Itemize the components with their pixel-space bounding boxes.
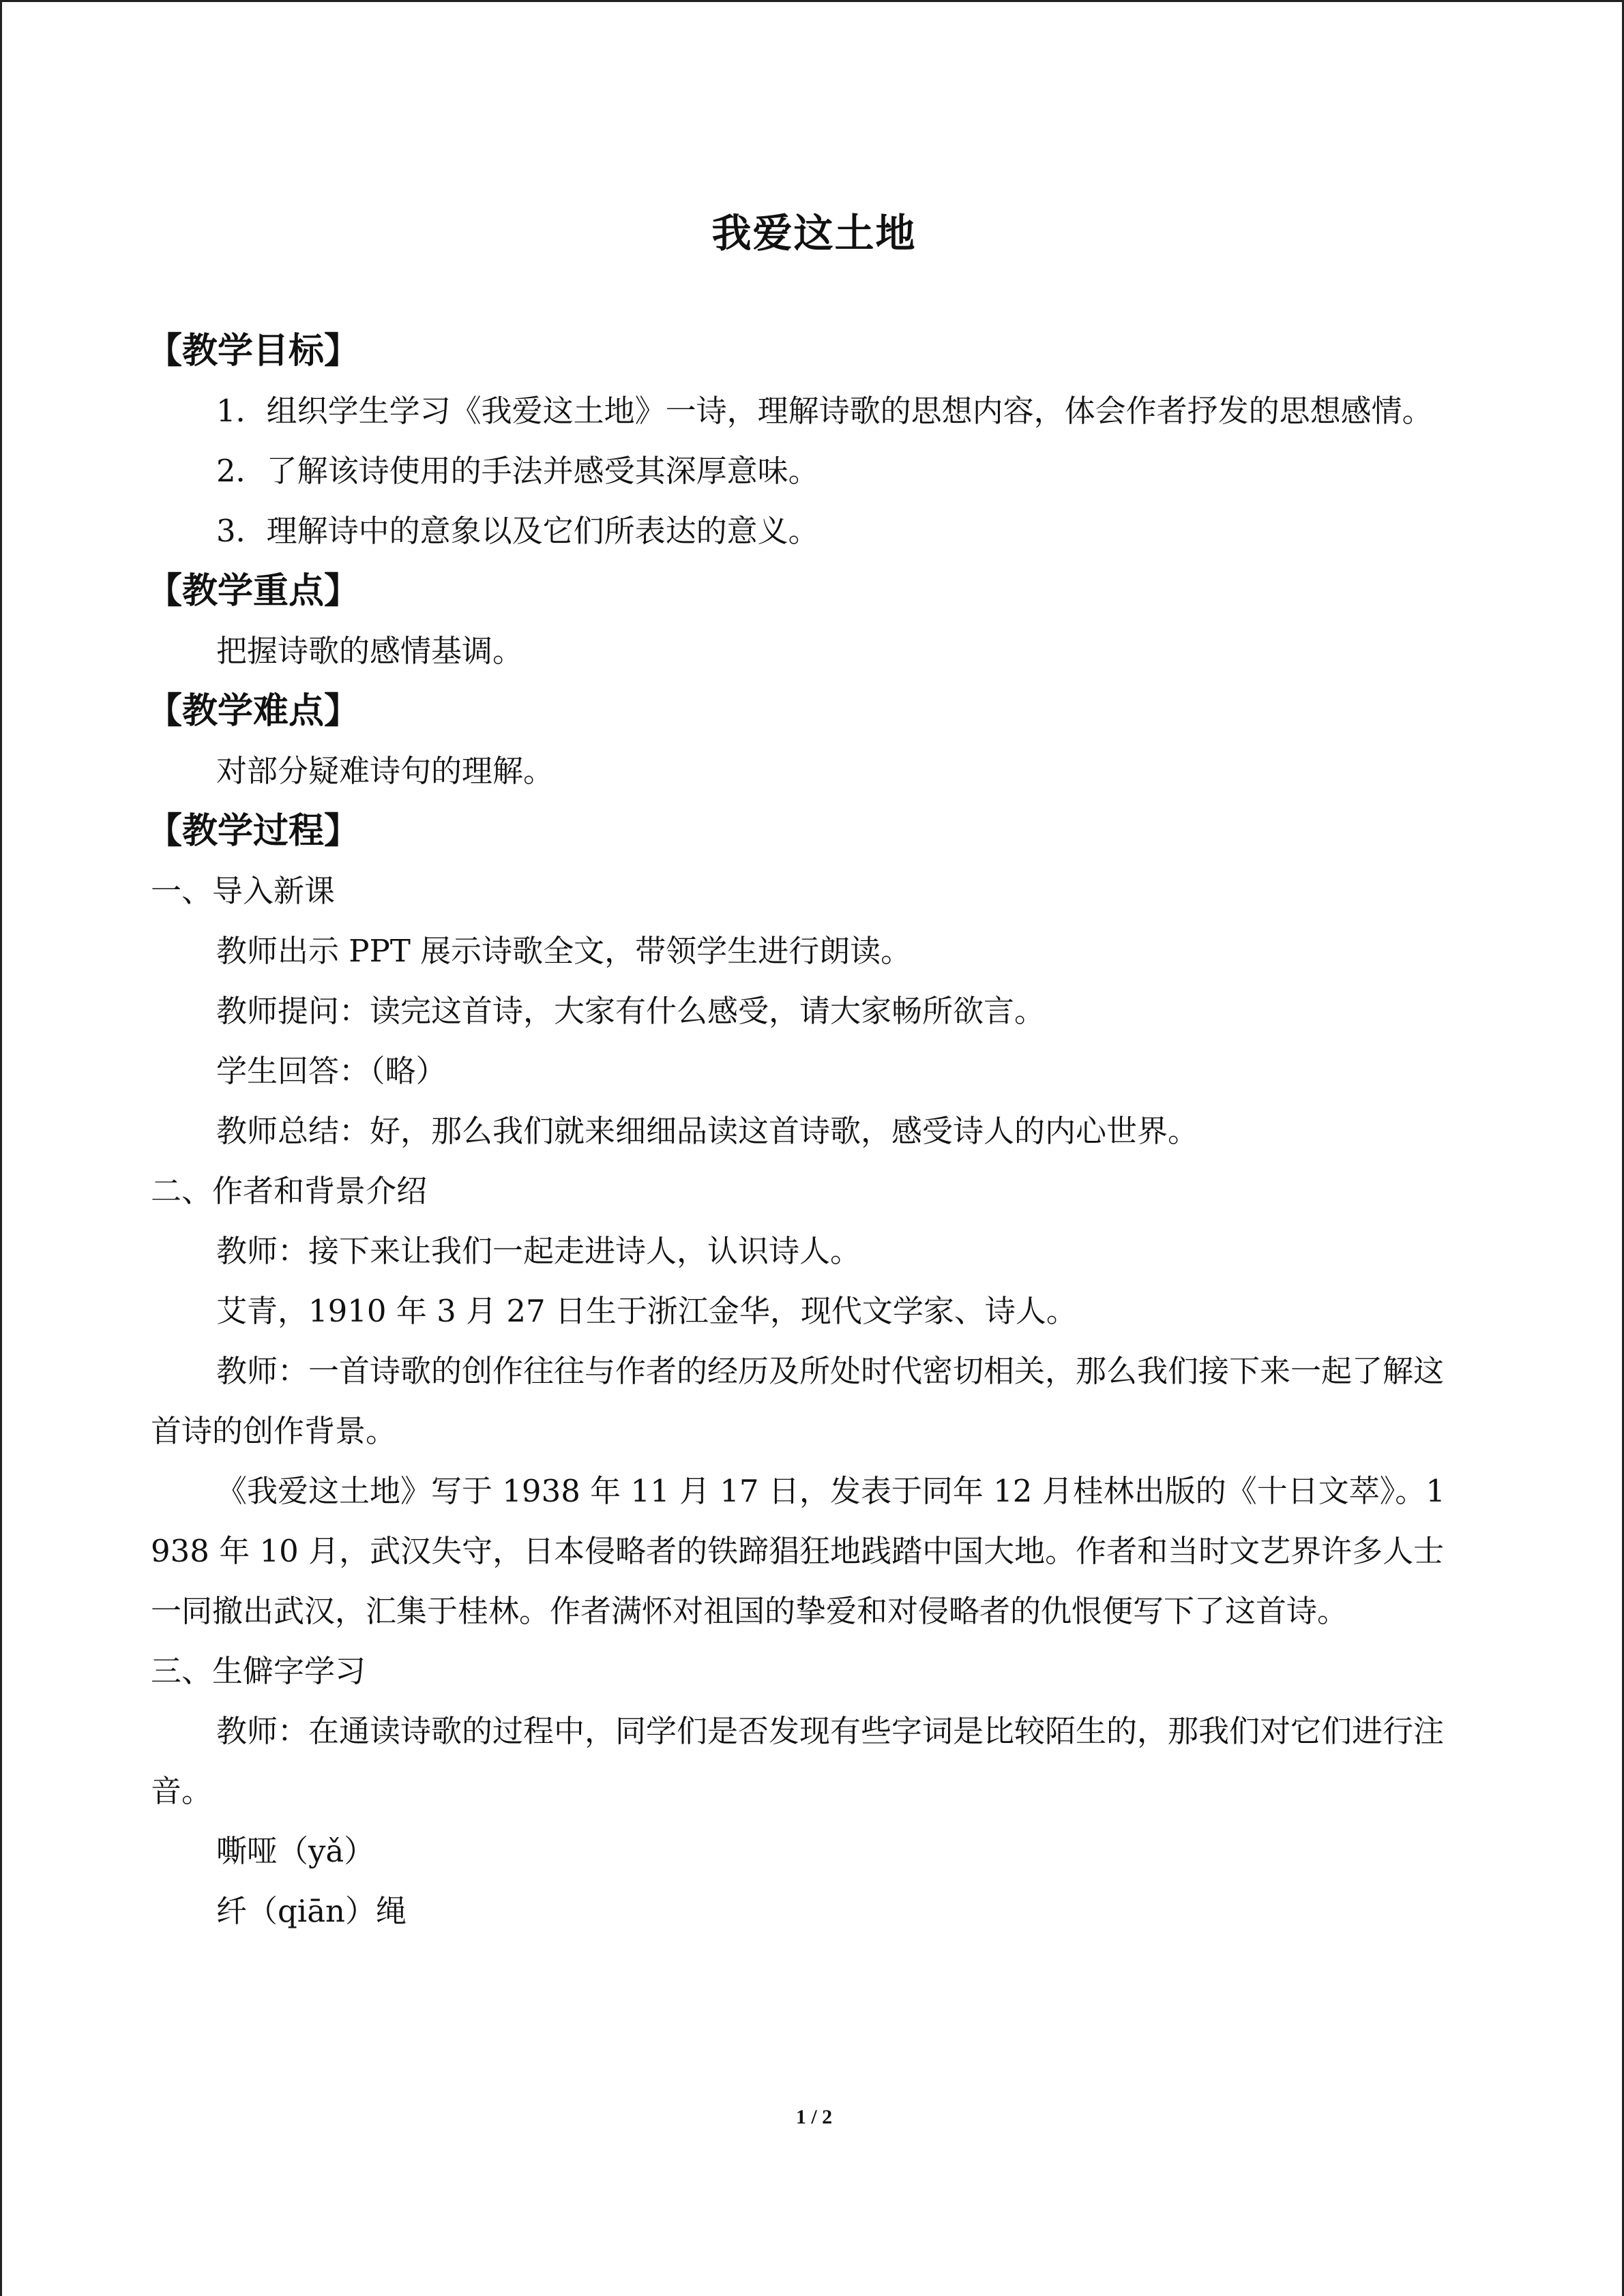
- author-paragraph-2: 艾青，1910 年 3 月 27 日生于浙江金华，现代文学家、诗人。: [216, 1293, 1077, 1329]
- document-title: 我爱这土地: [711, 210, 917, 256]
- intro-paragraph-1: 教师出示 PPT 展示诗歌全文，带领学生进行朗读。: [216, 933, 912, 969]
- author-paragraph-1: 教师：接下来让我们一起走进诗人，认识诗人。: [216, 1233, 861, 1269]
- objectives-heading: 【教学目标】: [147, 330, 360, 372]
- process-heading: 【教学过程】: [147, 810, 360, 852]
- key-point-heading: 【教学重点】: [147, 570, 360, 612]
- objective-item-2: 2．了解该诗使用的手法并感受其深厚意味。: [216, 453, 819, 489]
- section-title-vocabulary: 三、生僻字学习: [151, 1653, 366, 1689]
- difficulty-heading: 【教学难点】: [147, 690, 360, 732]
- author-paragraph-4: 《我爱这土地》写于 1938 年 11 月 17 日，发表于同年 12 月桂林出版的《十日文萃》。1938 年 10 月，武汉失守，日本侵略者的铁蹄猖狂地践踏中国大地。作者和当时文艺界许多人士一同撤出武汉，汇集于桂林。作者满怀对祖国的挚爱和对侵略者的仇恨便写下了这首诗。: [151, 1473, 1445, 1629]
- objective-item-3: 3．理解诗中的意象以及它们所表达的意义。: [216, 513, 819, 549]
- vocabulary-word-2: 纤（qiān）绳: [216, 1893, 407, 1929]
- section-title-author: 二、作者和背景介绍: [151, 1173, 428, 1209]
- document-body: [147, 321, 1460, 1941]
- intro-paragraph-4: 教师总结：好，那么我们就来细细品读这首诗歌，感受诗人的内心世界。: [216, 1113, 1199, 1149]
- author-paragraph-3: 教师：一首诗歌的创作往往与作者的经历及所处时代密切相关，那么我们接下来一起了解这首诗的创作背景。: [151, 1353, 1445, 1449]
- page-number: 1 / 2: [795, 2106, 833, 2128]
- key-point-text: 把握诗歌的感情基调。: [216, 633, 524, 669]
- objective-item-1: 1．组织学生学习《我爱这土地》一诗，理解诗歌的思想内容，体会作者抒发的思想感情。: [216, 393, 1433, 429]
- vocabulary-paragraph-1: 教师：在通读诗歌的过程中，同学们是否发现有些字词是比较陌生的，那我们对它们进行注音。: [151, 1713, 1445, 1809]
- difficulty-text: 对部分疑难诗句的理解。: [216, 753, 555, 789]
- intro-paragraph-2: 教师提问：读完这首诗，大家有什么感受，请大家畅所欲言。: [216, 993, 1046, 1029]
- vocabulary-word-1: 嘶哑（yǎ）: [216, 1833, 375, 1869]
- intro-paragraph-3: 学生回答：（略）: [216, 1053, 447, 1089]
- section-title-intro: 一、导入新课: [151, 873, 336, 909]
